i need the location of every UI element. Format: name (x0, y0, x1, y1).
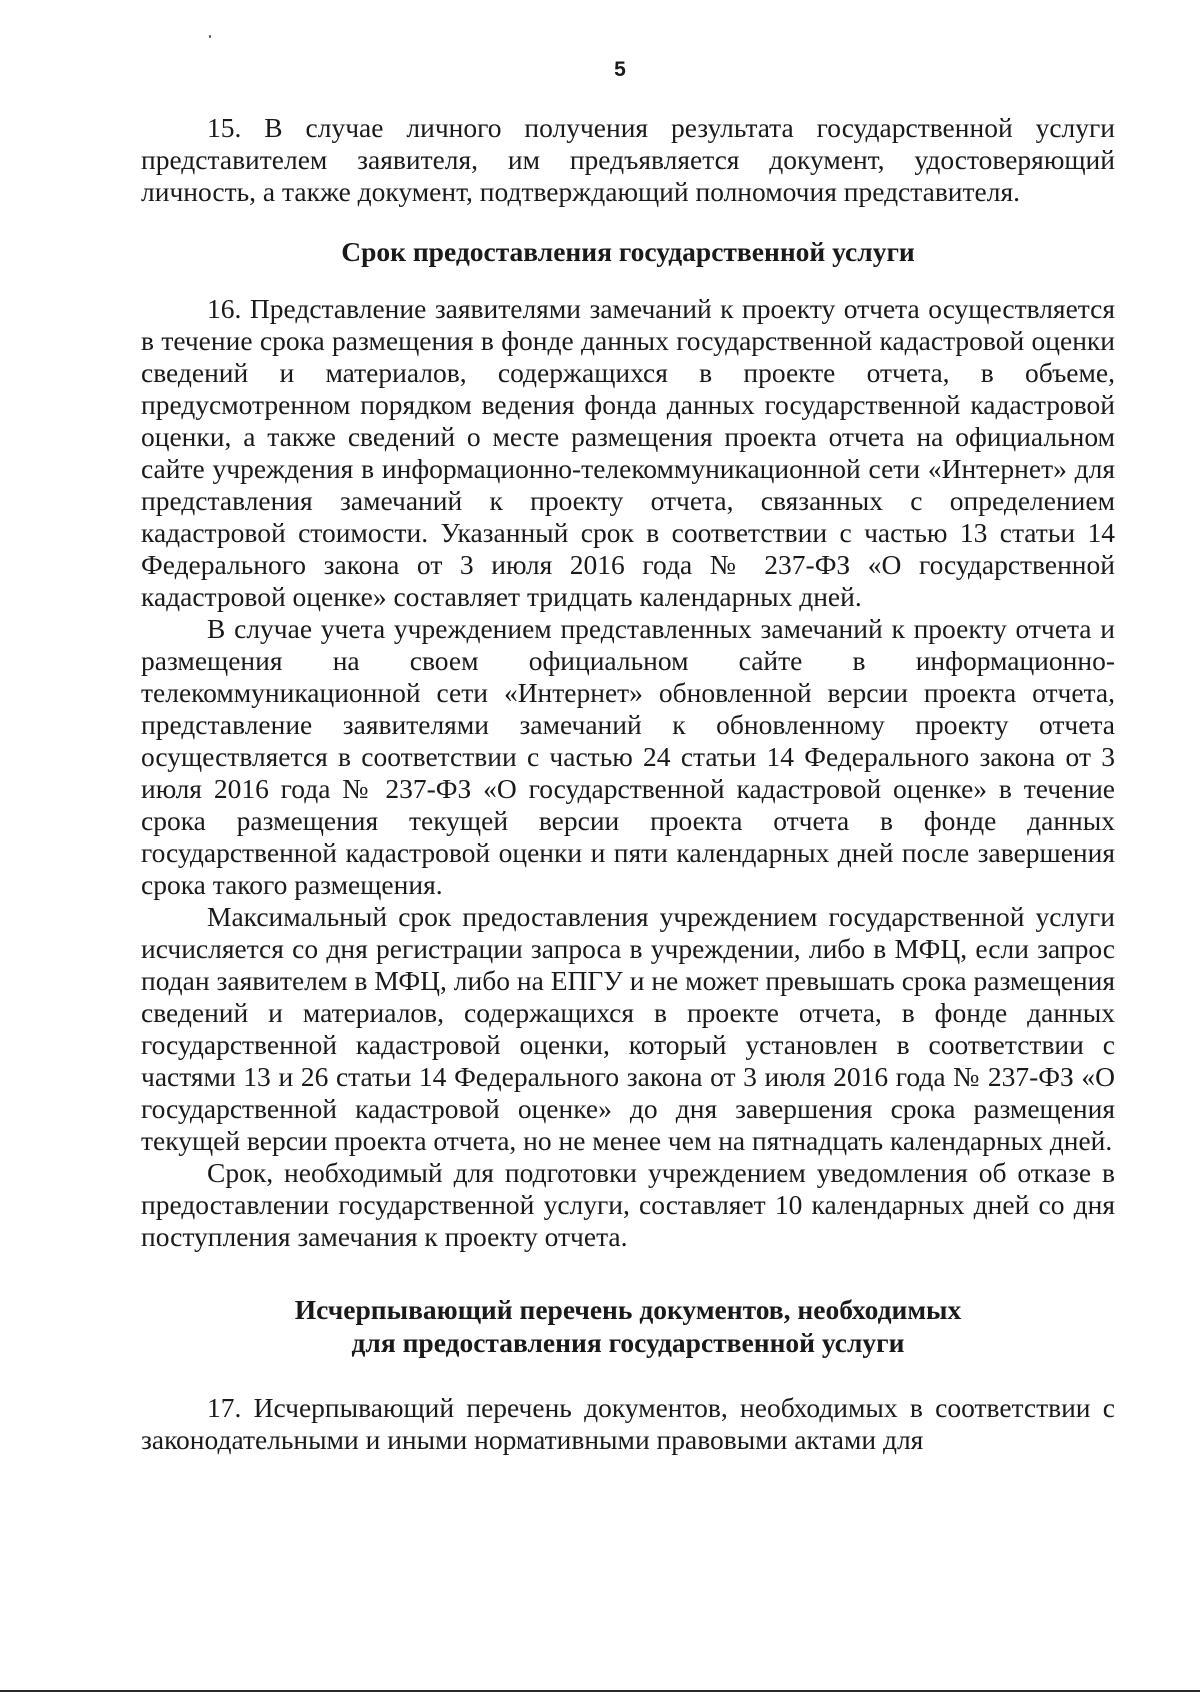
paragraph-16-maximum-term: Максимальный срок предоставления учреждением государственной услуги исчисляется со дня регистрации запроса в учреждении, либо в МФЦ, если запрос подан заявителем в МФЦ, либо на ЕПГУ и не может превышать срока размещения сведений и материалов, содержащихся в проекте отчета, в фонде данных государственной кадастровой оценки, который установлен в соответствии с частями 13 и 26 статьи 14 Федерального закона от 3 июля 2016 года № 237-ФЗ «О государственной кадастровой оценке» до дня завершения срока размещения текущей версии проекта отчета, но не менее чем на пятнадцать календарных дней. (141, 901, 1115, 1156)
paragraph-16-refusal-term: Срок, необходимый для подготовки учреждением уведомления об отказе в предоставлении государственной услуги, составляет 10 календарных дней со дня поступления замечания к проекту отчета. (141, 1157, 1115, 1252)
page-number: 5 (614, 58, 626, 81)
section-heading-documents (141, 1293, 1115, 1359)
paragraph-16: 16. Представление заявителями замечаний к проекту отчета осуществляется в течение срока размещения в фонде данных государственной кадастровой оценки сведений и материалов, содержащихся в проекте отчета, в объеме, предусмотренном порядком ведения фонда данных государственной кадастровой оценки, а также сведений о месте размещения проекта отчета на официальном сайте учреждения в информационно-телекоммуникационной сети «Интернет» для представления замечаний к проекту отчета, связанных с определением кадастровой стоимости. Указанный срок в соответствии с частью 13 статьи 14 Федерального закона от 3 июля 2016 года № 237-ФЗ «О государственной кадастровой оценке» составляет тридцать календарных дней. (141, 293, 1115, 612)
paragraph-16-updated-version: В случае учета учреждением представленных замечаний к проекту отчета и размещения на своем официальном сайте в информационно-телекоммуникационной сети «Интернет» обновленной версии проекта отчета, представление заявителями замечаний к обновленному проекту отчета осуществляется в соответствии с частью 24 статьи 14 Федерального закона от 3 июля 2016 года № 237-ФЗ «О государственной кадастровой оценке» в течение срока размещения текущей версии проекта отчета в фонде данных государственной кадастровой оценки и пяти календарных дней после завершения срока такого размещения. (141, 613, 1115, 900)
section-heading-term: Срок предоставления государственной услуги (341, 236, 915, 267)
heading-line-1: Исчерпывающий перечень документов, необходимых (294, 1294, 962, 1325)
heading-line-2: для предоставления государственной услуги (351, 1327, 905, 1358)
paragraph-15: 15. В случае личного получения результата государственной услуги представителем заявителя, им предъявляется документ, удостоверяющий личность, а также документ, подтверждающий полномочия представителя. (141, 112, 1115, 207)
document-body (141, 112, 1115, 1456)
scan-speck (209, 35, 211, 38)
paragraph-17: 17. Исчерпывающий перечень документов, необходимых в соответствии с законодательными и иными нормативными правовыми актами для (141, 1392, 1115, 1455)
page-bottom-edge (0, 1690, 1200, 1692)
